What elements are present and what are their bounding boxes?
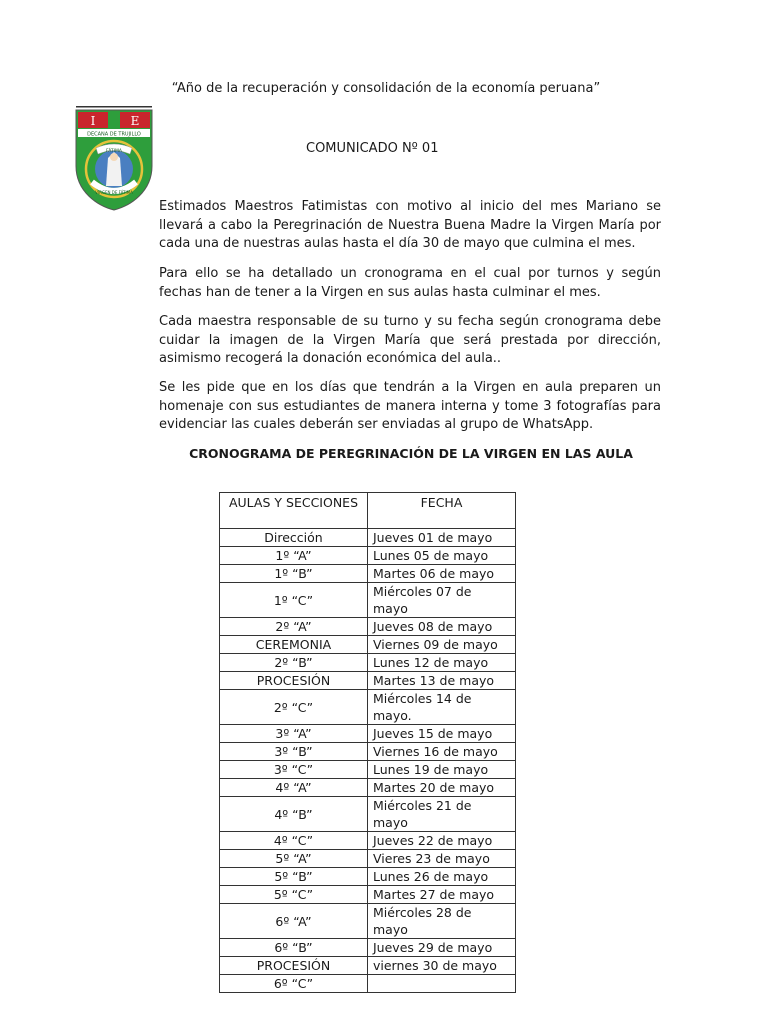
date-cell: Lunes 19 de mayo bbox=[368, 761, 516, 779]
paragraph-schedule-note: Para ello se ha detallado un cronograma en el cual por turnos y según fechas han de tener a la Virgen en sus aulas hasta culminar el mes. bbox=[159, 266, 661, 300]
table-row bbox=[220, 886, 516, 904]
date-cell: Miércoles 28 de mayo bbox=[368, 904, 516, 939]
paragraph-responsibility: Cada maestra responsable de su turno y su fecha según cronograma debe cuidar la imagen de la Virgen María que será prestada por dirección, asimismo recogerá la donación económica del aula.. bbox=[159, 314, 661, 366]
table-row bbox=[220, 565, 516, 583]
date-cell: Viernes 09 de mayo bbox=[368, 636, 516, 654]
classroom-cell: 4º “B” bbox=[220, 797, 368, 832]
table-row bbox=[220, 868, 516, 886]
year-motto: “Año de la recuperación y consolidación de la economía peruana” bbox=[171, 81, 601, 96]
classroom-cell: 5º “C” bbox=[220, 886, 368, 904]
table-header-row bbox=[220, 493, 516, 529]
date-cell: Jueves 01 de mayo bbox=[368, 529, 516, 547]
classroom-cell: 5º “A” bbox=[220, 850, 368, 868]
classroom-cell: 6º “C” bbox=[220, 975, 368, 993]
svg-text:I: I bbox=[90, 114, 96, 128]
table-row bbox=[220, 618, 516, 636]
classroom-cell: 3º “A” bbox=[220, 725, 368, 743]
table-row bbox=[220, 939, 516, 957]
date-cell: viernes 30 de mayo bbox=[368, 957, 516, 975]
table-row bbox=[220, 761, 516, 779]
table-row bbox=[220, 654, 516, 672]
school-crest-logo bbox=[70, 102, 158, 214]
classroom-cell: 6º “B” bbox=[220, 939, 368, 957]
classroom-cell: 4º “C” bbox=[220, 832, 368, 850]
classroom-cell: 1º “A” bbox=[220, 547, 368, 565]
classroom-cell: PROCESIÓN bbox=[220, 957, 368, 975]
date-cell: Jueves 29 de mayo bbox=[368, 939, 516, 957]
svg-text:DECANA DE TRUJILLO: DECANA DE TRUJILLO bbox=[87, 131, 141, 138]
svg-text:VIRGEN DE FÁTIMA: VIRGEN DE FÁTIMA bbox=[95, 190, 133, 195]
classroom-cell: CEREMONIA bbox=[220, 636, 368, 654]
table-row bbox=[220, 957, 516, 975]
table-row bbox=[220, 636, 516, 654]
table-row bbox=[220, 672, 516, 690]
paragraph-homage: Se les pide que en los días que tendrán a la Virgen en aula preparen un homenaje con sus estudiantes de manera interna y tome 3 fotografías para evidenciar las cuales deberán ser enviadas al grupo de WhatsApp. bbox=[159, 380, 661, 432]
classroom-cell: PROCESIÓN bbox=[220, 672, 368, 690]
date-cell bbox=[368, 975, 516, 993]
classroom-cell: 2º “C” bbox=[220, 690, 368, 725]
date-cell: Jueves 22 de mayo bbox=[368, 832, 516, 850]
date-cell: Martes 27 de mayo bbox=[368, 886, 516, 904]
date-cell: Lunes 05 de mayo bbox=[368, 547, 516, 565]
date-cell: Martes 06 de mayo bbox=[368, 565, 516, 583]
table-row bbox=[220, 690, 516, 725]
table-row bbox=[220, 832, 516, 850]
paragraph-intro: Estimados Maestros Fatimistas con motivo al inicio del mes Mariano se llevará a cabo la Peregrinación de Nuestra Buena Madre la Virgen María por cada una de nuestras aulas hasta el día 30 de mayo que culmina el mes. bbox=[159, 199, 661, 251]
table-row bbox=[220, 547, 516, 565]
date-cell: Miércoles 07 de mayo bbox=[368, 583, 516, 618]
date-cell: Miércoles 21 de mayo bbox=[368, 797, 516, 832]
svg-text:FÁTIMA: FÁTIMA bbox=[106, 149, 122, 154]
classroom-cell: 1º “B” bbox=[220, 565, 368, 583]
communique-title: COMUNICADO Nº 01 bbox=[306, 141, 439, 156]
date-cell: Jueves 08 de mayo bbox=[368, 618, 516, 636]
schedule-title: CRONOGRAMA DE PEREGRINACIÓN DE LA VIRGEN EN LAS AULA bbox=[189, 446, 633, 461]
classroom-cell: 2º “A” bbox=[220, 618, 368, 636]
date-cell: Lunes 26 de mayo bbox=[368, 868, 516, 886]
column-header-classrooms: AULAS Y SECCIONES bbox=[220, 493, 368, 529]
classroom-cell: 2º “B” bbox=[220, 654, 368, 672]
table-row bbox=[220, 725, 516, 743]
schedule-table bbox=[219, 492, 516, 993]
classroom-cell: 6º “A” bbox=[220, 904, 368, 939]
date-cell: Lunes 12 de mayo bbox=[368, 654, 516, 672]
table-row bbox=[220, 779, 516, 797]
table-row bbox=[220, 797, 516, 832]
table-row bbox=[220, 743, 516, 761]
date-cell: Jueves 15 de mayo bbox=[368, 725, 516, 743]
svg-text:E: E bbox=[130, 114, 140, 128]
date-cell: Martes 13 de mayo bbox=[368, 672, 516, 690]
table-row bbox=[220, 583, 516, 618]
date-cell: Miércoles 14 de mayo. bbox=[368, 690, 516, 725]
classroom-cell: 3º “C” bbox=[220, 761, 368, 779]
table-row bbox=[220, 975, 516, 993]
table-row bbox=[220, 850, 516, 868]
date-cell: Vieres 23 de mayo bbox=[368, 850, 516, 868]
table-row bbox=[220, 529, 516, 547]
date-cell: Viernes 16 de mayo bbox=[368, 743, 516, 761]
classroom-cell: 4º “A” bbox=[220, 779, 368, 797]
classroom-cell: 3º “B” bbox=[220, 743, 368, 761]
classroom-cell: 1º “C” bbox=[220, 583, 368, 618]
table-row bbox=[220, 904, 516, 939]
column-header-date: FECHA bbox=[368, 493, 516, 529]
classroom-cell: Dirección bbox=[220, 529, 368, 547]
date-cell: Martes 20 de mayo bbox=[368, 779, 516, 797]
classroom-cell: 5º “B” bbox=[220, 868, 368, 886]
